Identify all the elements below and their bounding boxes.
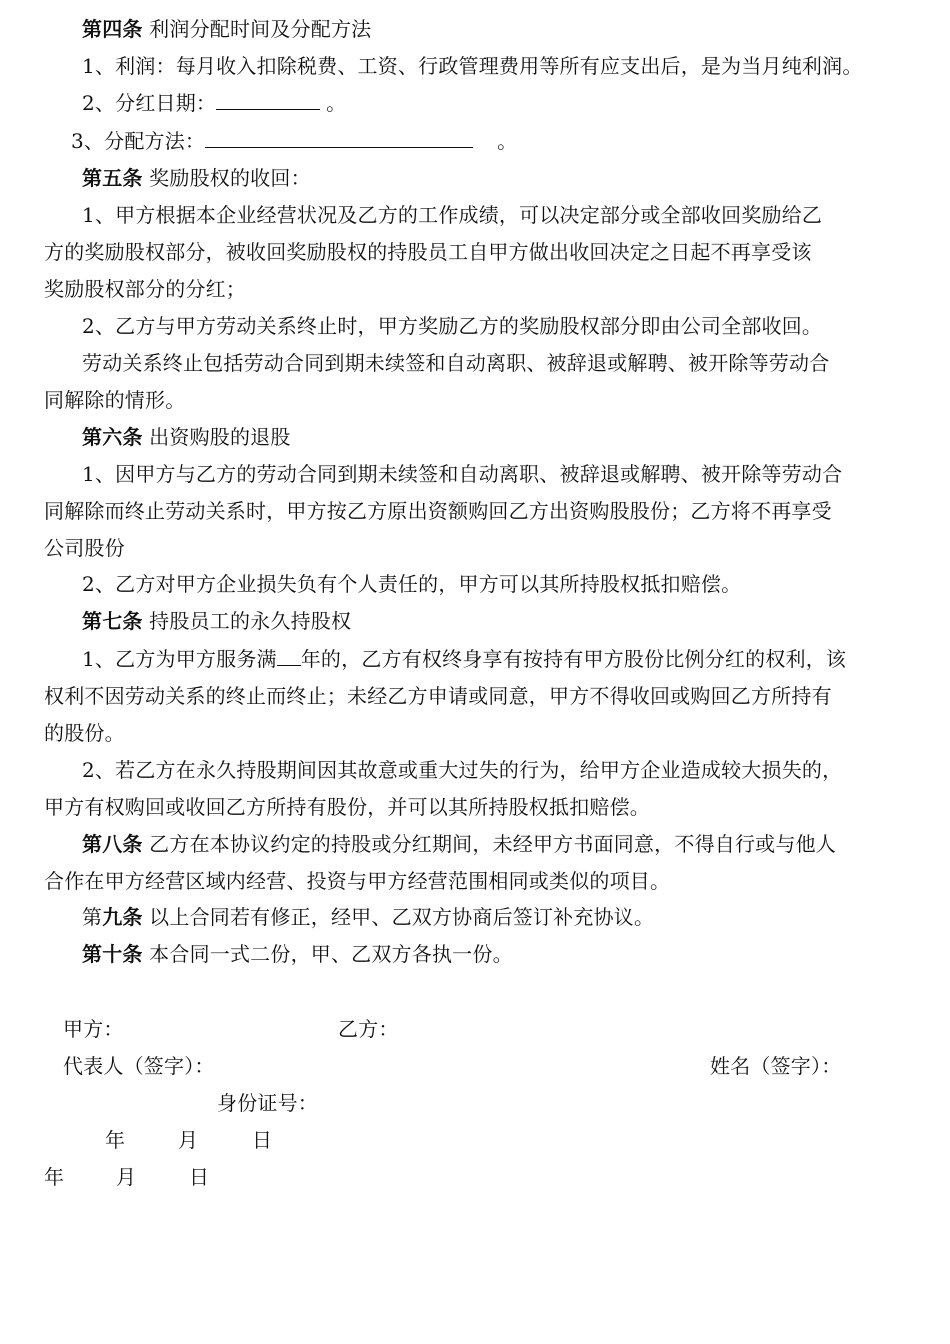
- id-number-label: 身份证号：: [217, 1091, 318, 1115]
- article-5-note-line-2: 同解除的情形。: [44, 388, 186, 412]
- article-6-item-1-line-1: 1、因甲方与乙方的劳动合同到期未续签和自动离职、被辞退或解聘、被开除等劳动合: [82, 462, 843, 486]
- article-7-item-1-line-1: [82, 646, 846, 672]
- representative-signature-label: 代表人（签字）：: [63, 1054, 215, 1078]
- article-8-text-1: 乙方在本协议约定的持股或分红期间，未经甲方书面同意，不得自行或与他人: [149, 832, 836, 856]
- article-10-line: [82, 941, 513, 967]
- article-5-heading: 第五条: [82, 166, 143, 190]
- article-6-item-2: 2、乙方对甲方企业损失负有个人责任的，甲方可以其所持股权抵扣赔偿。: [82, 572, 742, 596]
- dividend-date-end: 。: [326, 91, 347, 115]
- distribution-method-end: 。: [497, 129, 518, 153]
- party-a-label: 甲方：: [63, 1017, 124, 1041]
- name-signature-label: 姓名（签字）：: [710, 1054, 842, 1078]
- service-years-blank: [277, 647, 301, 666]
- distribution-method-label: 3、分配方法：: [71, 129, 206, 153]
- article-4-item-3: [71, 128, 517, 154]
- article-6-title: 出资购股的退股: [149, 425, 291, 449]
- article-6-heading: 第六条: [82, 425, 143, 449]
- article-6-item-1-line-2: 同解除而终止劳动关系时，甲方按乙方原出资额购回乙方出资购股股份；乙方将不再享受: [44, 499, 832, 523]
- article-5-item-1-line-2: 方的奖励股权部分，被收回奖励股权的持股员工自甲方做出收回决定之日起不再享受该: [44, 240, 812, 264]
- article-7-item-2-line-1: 2、若乙方在永久持股期间因其故意或重大过失的行为，给甲方企业造成较大损失的，: [82, 758, 843, 782]
- article-8-line-2: 合作在甲方经营区域内经营、投资与甲方经营范围相同或类似的项目。: [44, 869, 671, 893]
- article-7-heading: 第七条: [82, 609, 143, 633]
- date-year-1: 年: [105, 1128, 126, 1152]
- date-year-2: 年: [44, 1165, 65, 1189]
- article-6-heading-line: [82, 424, 291, 450]
- article-9-heading: 九条: [102, 905, 143, 929]
- distribution-method-blank: [205, 129, 473, 148]
- article-5-heading-line: [82, 165, 311, 191]
- article-4-item-1: 1、利润：每月收入扣除税费、工资、行政管理费用等所有应支出后，是为当月纯利润。: [82, 54, 863, 78]
- article-8-heading: 第八条: [82, 832, 143, 856]
- article-10-text: 本合同一式二份，甲、乙双方各执一份。: [149, 942, 513, 966]
- article-8-line-1: [82, 831, 836, 857]
- article-5-title: 奖励股权的收回：: [149, 166, 311, 190]
- dividend-date-label: 2、分红日期：: [82, 91, 217, 115]
- service-years-label: 1、乙方为甲方服务满: [82, 647, 277, 671]
- article-9-heading-prefix: 第: [82, 905, 103, 929]
- date-day-2: 日: [189, 1165, 210, 1189]
- service-years-rest: 年的，乙方有权终身享有按持有甲方股份比例分红的权利，该: [300, 647, 847, 671]
- article-7-item-2-line-2: 甲方有权购回或收回乙方所持有股份，并可以其所持股权抵扣赔偿。: [44, 795, 650, 819]
- article-6-item-1-line-3: 公司股份: [44, 536, 125, 560]
- article-7-title: 持股员工的永久持股权: [149, 609, 352, 633]
- article-4-heading-line: [82, 16, 371, 42]
- article-4-heading: 第四条: [82, 17, 143, 41]
- article-9-line: [82, 904, 654, 930]
- article-4-item-2: [82, 90, 346, 116]
- article-7-heading-line: [82, 608, 351, 634]
- article-7-item-1-line-2: 权利不因劳动关系的终止而终止；未经乙方申请或同意，甲方不得收回或购回乙方所持有: [44, 684, 832, 708]
- article-10-heading: 第十条: [82, 942, 143, 966]
- dividend-date-blank: [216, 91, 320, 110]
- date-month-2: 月: [116, 1165, 137, 1189]
- date-day-1: 日: [252, 1128, 273, 1152]
- article-5-note-line-1: 劳动关系终止包括劳动合同到期未续签和自动离职、被辞退或解聘、被开除等劳动合: [82, 351, 830, 375]
- article-5-item-1-line-3: 奖励股权部分的分红；: [44, 277, 246, 301]
- article-7-item-1-line-3: 的股份。: [44, 721, 125, 745]
- article-4-title: 利润分配时间及分配方法: [149, 17, 372, 41]
- article-9-text: 以上合同若有修正，经甲、乙双方协商后签订补充协议。: [149, 905, 655, 929]
- article-5-item-1-line-1: 1、甲方根据本企业经营状况及乙方的工作成绩，可以决定部分或全部收回奖励给乙: [82, 203, 823, 227]
- date-month-1: 月: [178, 1128, 199, 1152]
- article-5-item-2: 2、乙方与甲方劳动关系终止时，甲方奖励乙方的奖励股权部分即由公司全部收回。: [82, 314, 823, 338]
- party-b-label: 乙方：: [338, 1017, 399, 1041]
